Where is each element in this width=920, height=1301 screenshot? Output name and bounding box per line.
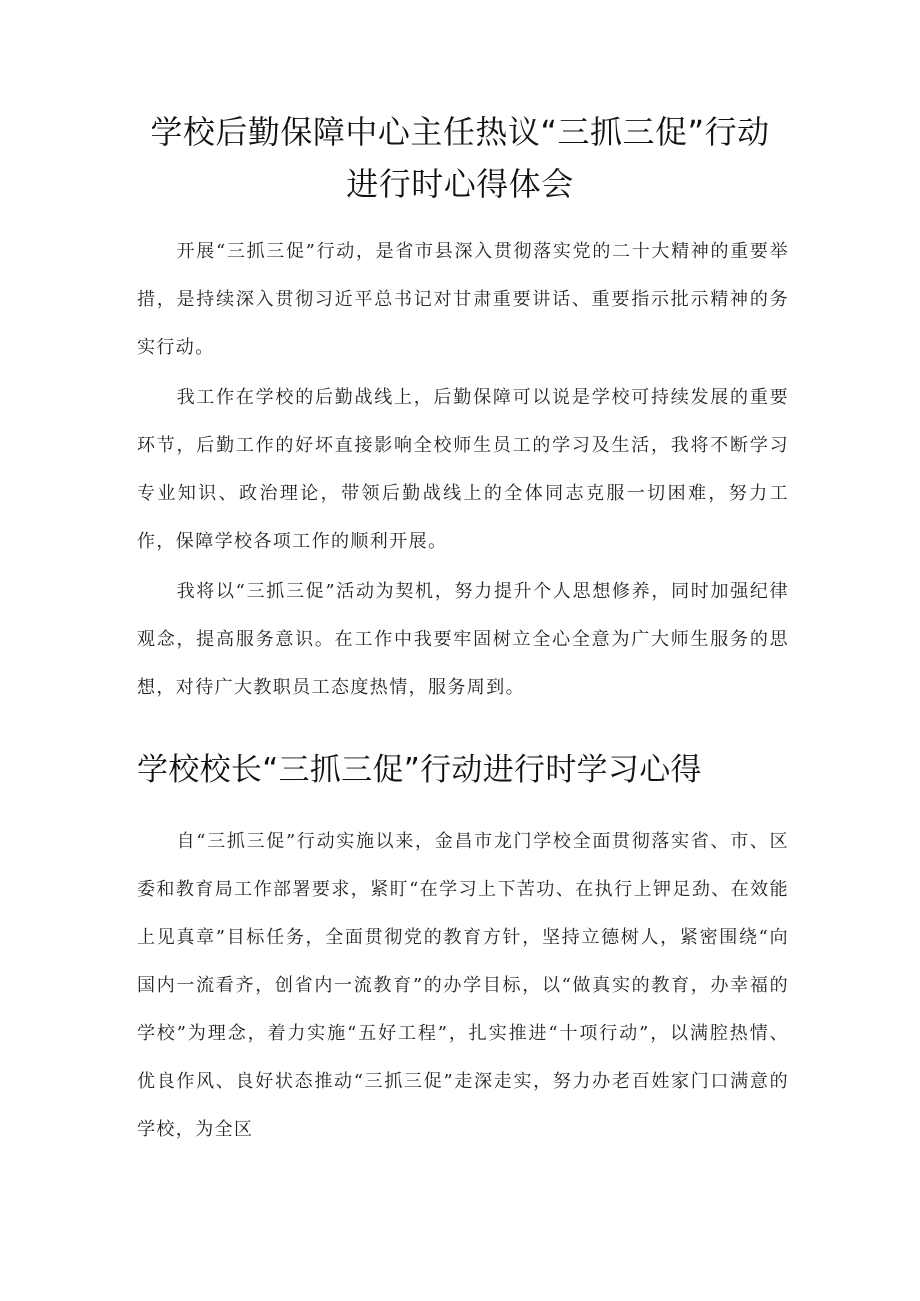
section-2-title: 学校校长“三抓三促”行动进行时学习心得 [137, 752, 702, 788]
document-title-line-2: 进行时心得体会 [346, 165, 574, 203]
document-title [120, 106, 800, 210]
body-paragraph-2: 我工作在学校的后勤战线上，后勤保障可以说是学校可持续发展的重要环节，后勤工作的好坏直接影响全校师生员工的学习及生活，我将不断学习专业知识、政治理论，带领后勤战线上的全体同志克服一切困难，努力工作，保障学校各项工作的顺利开展。 [137, 387, 789, 552]
body-paragraph-3: 我将以“三抓三促”活动为契机，努力提升个人思想修养，同时加强纪律观念，提高服务意识。在工作中我要牢固树立全心全意为广大师生服务的思想，对待广大教职员工态度热情，服务周到。 [137, 581, 789, 698]
document-title-line-1: 学校后勤保障中心主任热议“三抓三促”行动 [150, 113, 770, 151]
body-paragraph-1: 开展“三抓三促”行动，是省市县深入贯彻落实党的二十大精神的重要举措，是持续深入贯彻习近平总书记对甘肃重要讲话、重要指示批示精神的务实行动。 [137, 241, 789, 358]
section-2-paragraph: 自“三抓三促”行动实施以来，金昌市龙门学校全面贯彻落实省、市、区委和教育局工作部署要求，紧盯“在学习上下苦功、在执行上钾足劲、在效能上见真章”目标任务，全面贯彻党的教育方针，坚持立德树人，紧密围绕“向国内一流看齐，创省内一流教育”的办学目标，以“做真实的教育，办幸福的学校”为理念，着力实施“五好工程”，扎实推进“十项行动”，以满腔热情、优良作风、良好状态推动“三抓三促”走深走实，努力办老百姓家门口满意的学校，为全区 [137, 831, 789, 1140]
